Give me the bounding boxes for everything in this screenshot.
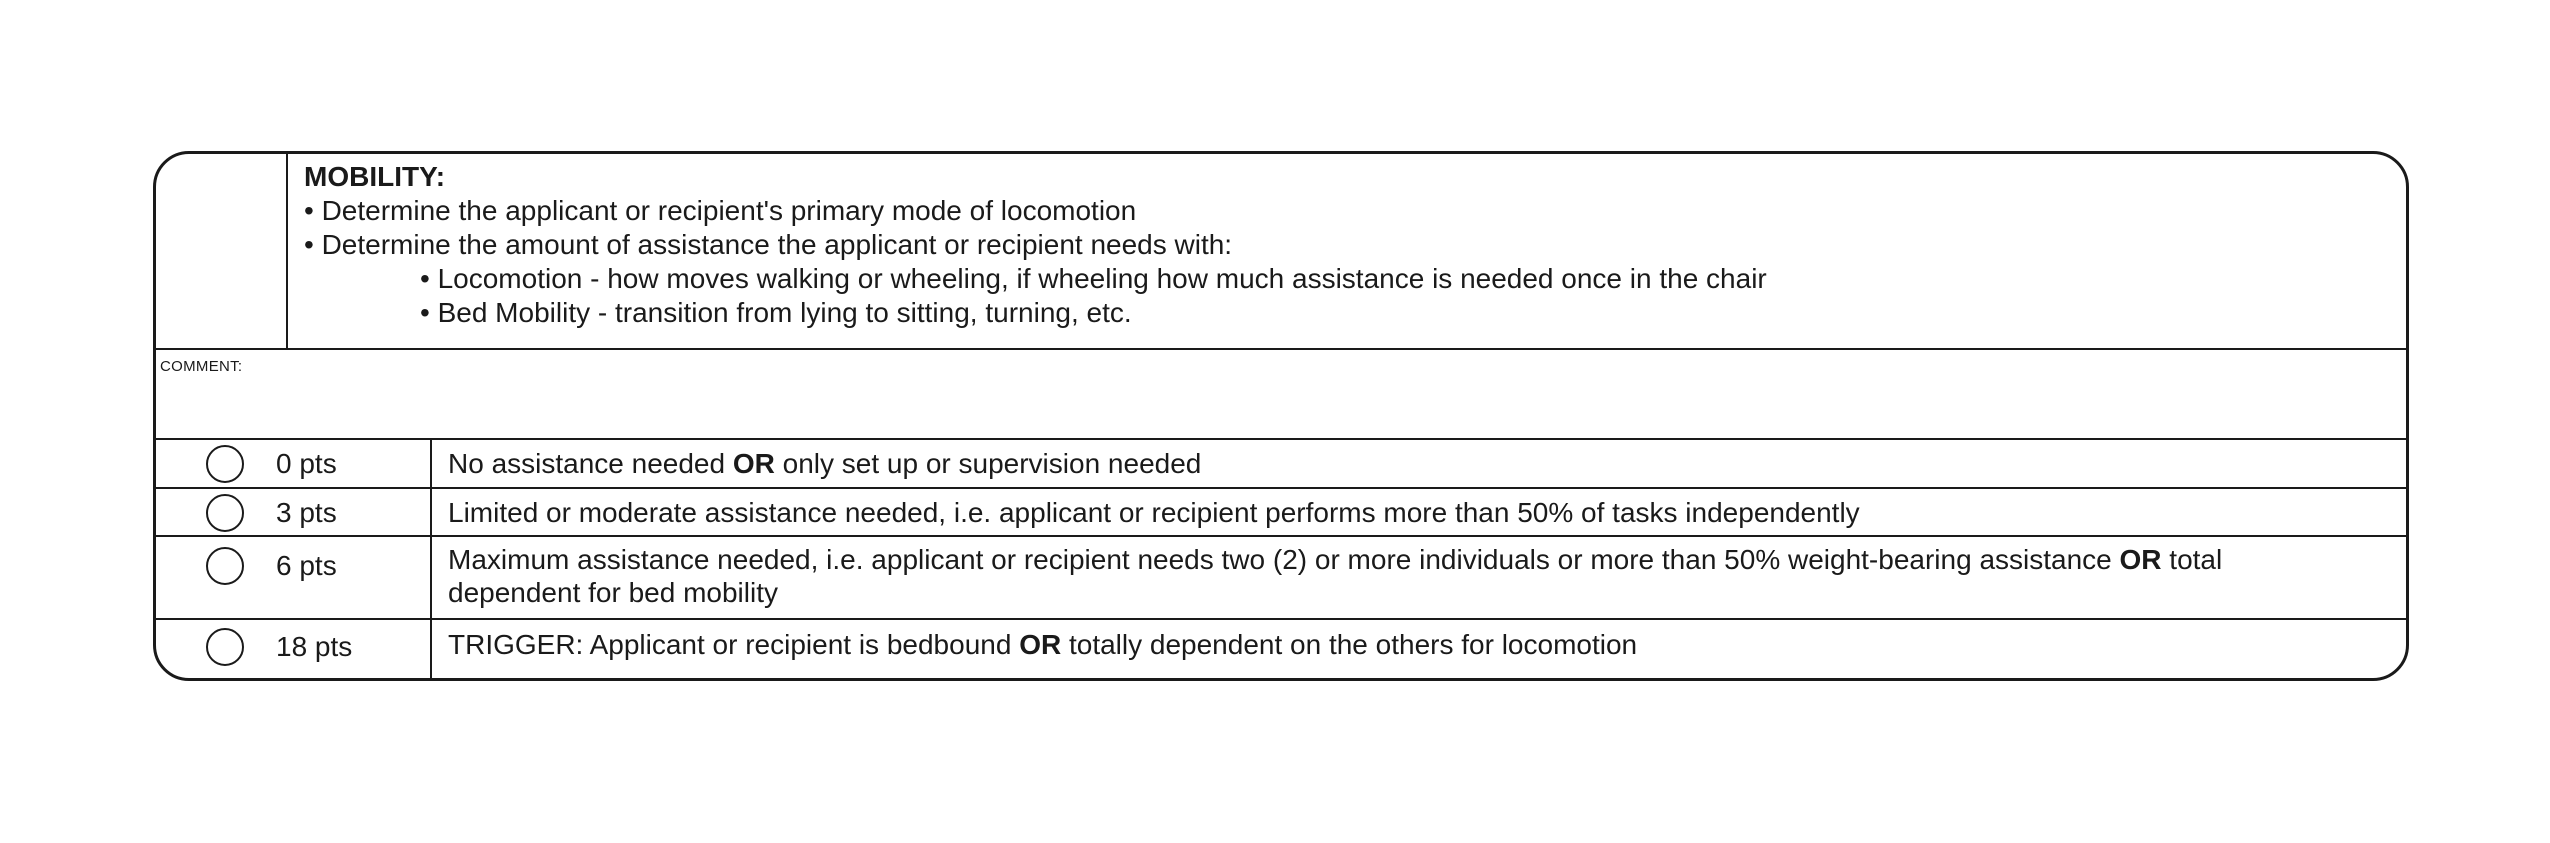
instructions-gutter-divider	[286, 154, 288, 348]
points-label: 3 pts	[276, 497, 337, 528]
option-description	[448, 628, 2346, 661]
option-description	[448, 496, 2346, 529]
description-text: Maximum assistance needed, i.e. applicant or recipient needs two (2) or more individuals or more than 50% weight-bearing assistance	[448, 544, 2120, 575]
points-label: 18 pts	[276, 631, 353, 662]
instruction-bullet: • Determine the applicant or recipient's primary mode of locomotion	[304, 195, 1137, 226]
option-description	[448, 447, 2346, 480]
instruction-bullet: • Determine the amount of assistance the applicant or recipient needs with:	[304, 229, 1233, 260]
option-description	[448, 543, 2346, 609]
description-text: No assistance needed	[448, 448, 733, 479]
radio-18-pts[interactable]	[206, 628, 244, 666]
comment-field[interactable]	[156, 350, 2406, 440]
description-text: TRIGGER: Applicant or recipient is bedbound	[448, 629, 1020, 660]
option-points-cell	[156, 440, 432, 487]
option-row-6-pts	[156, 537, 2406, 620]
description-bold: OR	[1019, 629, 1062, 660]
option-points-cell	[156, 537, 432, 618]
radio-6-pts[interactable]	[206, 547, 244, 585]
radio-0-pts[interactable]	[206, 445, 244, 483]
section-title: MOBILITY:	[304, 161, 446, 192]
instruction-sub-bullet: • Bed Mobility - transition from lying to sitting, turning, etc.	[420, 297, 1132, 328]
points-label: 6 pts	[276, 550, 337, 581]
mobility-form	[153, 151, 2409, 681]
mobility-instructions	[156, 154, 2406, 350]
description-text: total dependent for bed mobility	[448, 544, 2223, 608]
points-label: 0 pts	[276, 448, 337, 479]
description-text: Limited or moderate assistance needed, i.e. applicant or recipient performs more than 50% of tasks independently	[448, 497, 1860, 528]
radio-3-pts[interactable]	[206, 494, 244, 532]
option-points-cell	[156, 620, 432, 681]
description-bold: OR	[2119, 544, 2162, 575]
option-row-3-pts	[156, 489, 2406, 537]
description-text: only set up or supervision needed	[774, 448, 1202, 479]
instruction-sub-bullet: • Locomotion - how moves walking or wheeling, if wheeling how much assistance is needed once in the chair	[420, 263, 1767, 294]
instructions-text	[304, 160, 1767, 330]
option-points-cell	[156, 489, 432, 535]
comment-label: COMMENT:	[160, 358, 243, 375]
description-bold: OR	[732, 448, 775, 479]
description-text: totally dependent on the others for locomotion	[1061, 629, 1638, 660]
option-row-0-pts	[156, 440, 2406, 489]
option-row-18-pts	[156, 620, 2406, 681]
